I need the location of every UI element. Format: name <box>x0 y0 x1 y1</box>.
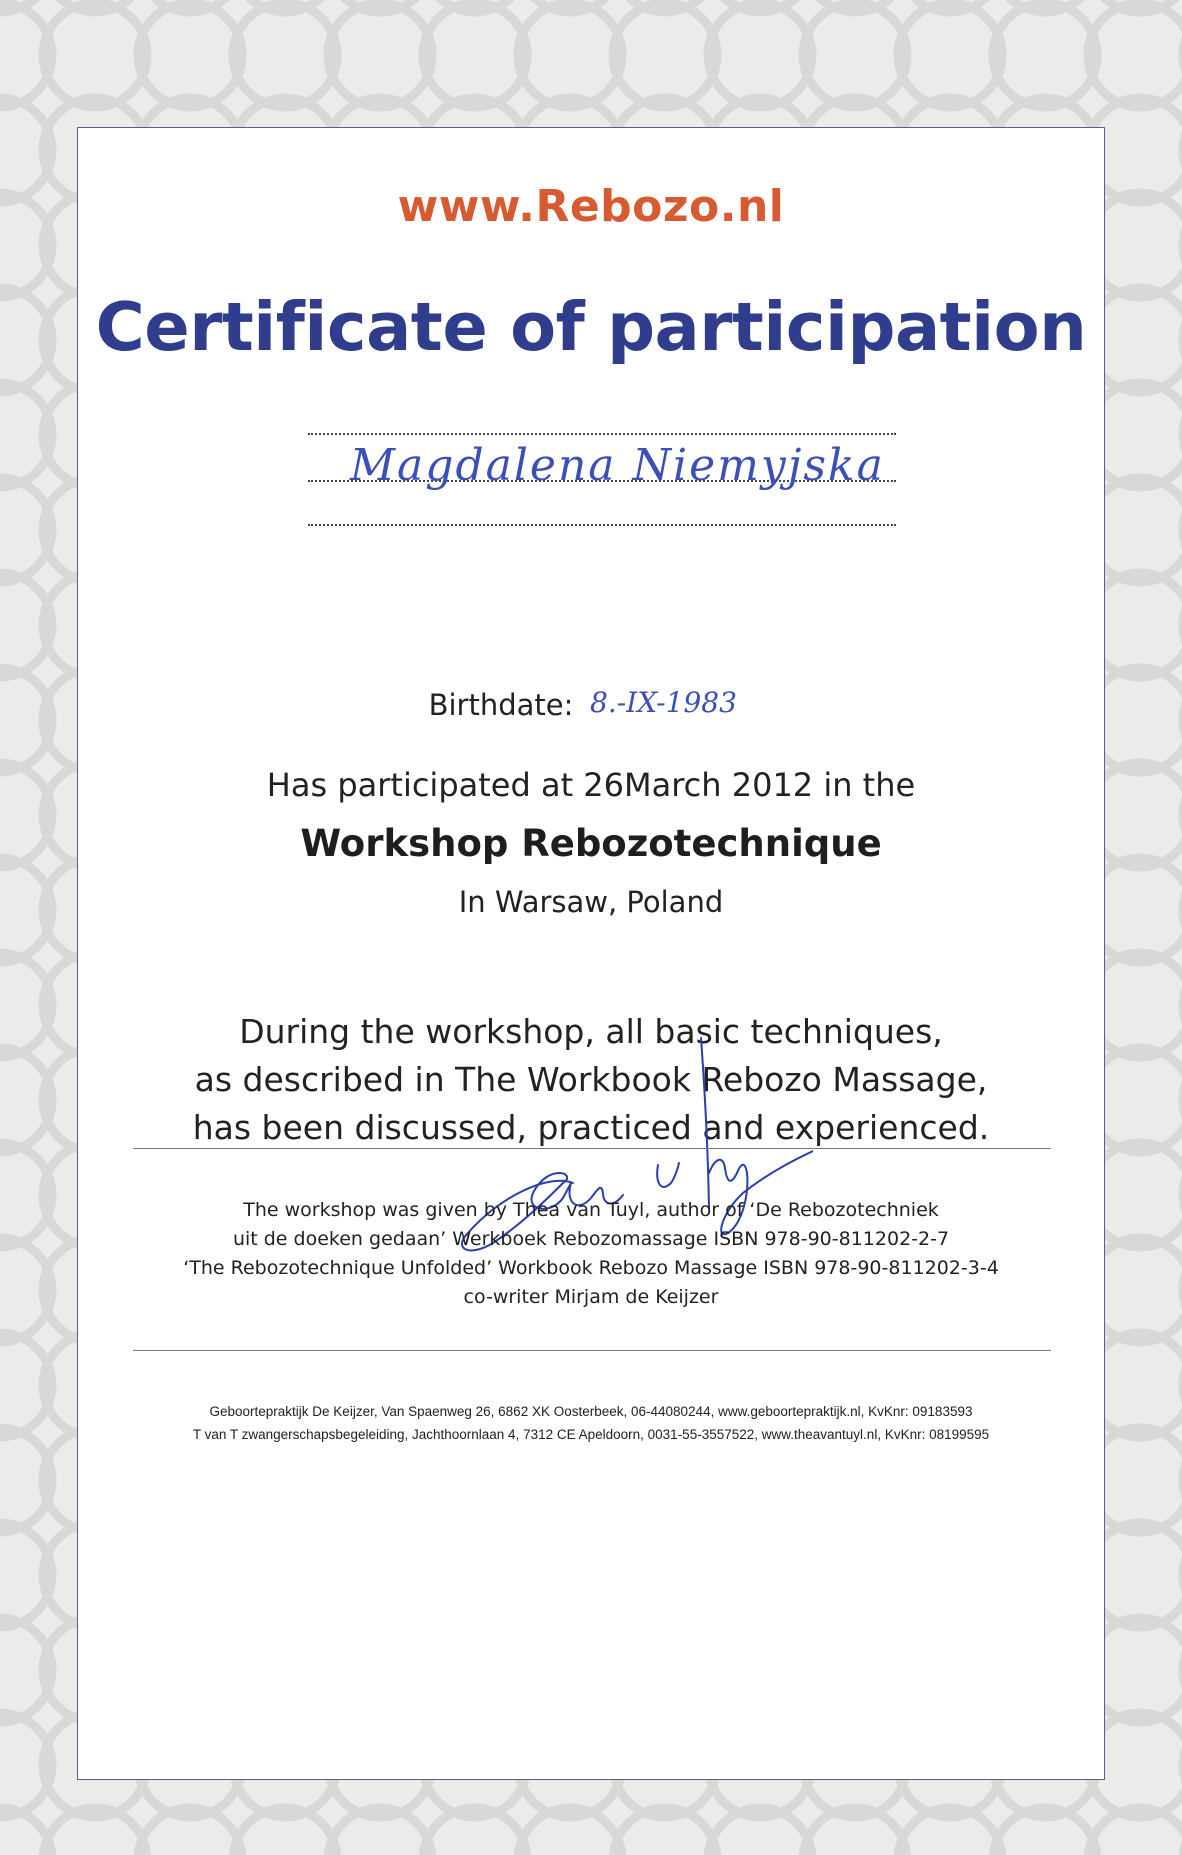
participant-name-handwritten: Magdalena Niemyjska <box>350 440 885 491</box>
participation-text: Has participated at 26March 2012 in the <box>266 766 916 804</box>
pattern-circle <box>1088 3 1182 107</box>
workshop-author-info <box>78 1196 1104 1312</box>
certificate-title: Certificate of participation <box>95 288 1087 366</box>
footer-divider-bottom <box>133 1350 1051 1351</box>
certificate-sheet <box>77 127 1105 1780</box>
description-line: as described in The Workbook Rebozo Massage, <box>194 1060 988 1099</box>
description-line: has been discussed, practiced and experienced. <box>192 1108 990 1147</box>
pattern-circle <box>233 3 337 107</box>
pattern-circle <box>43 3 147 107</box>
pattern-circle <box>423 3 527 107</box>
footer-line: ‘The Rebozotechnique Unfolded’ Workbook Rebozo Massage ISBN 978-90-811202-3-4 <box>183 1257 999 1279</box>
workshop-name: Workshop Rebozotechnique <box>300 822 882 865</box>
name-dotted-line-3 <box>308 524 896 526</box>
footer-divider-top <box>133 1148 1051 1149</box>
address-line: Geboortepraktijk De Keijzer, Van Spaenweg 26, 6862 XK Oosterbeek, 06-44080244, www.geboortepraktijk.nl, KvKnr: 09183593 <box>209 1404 973 1419</box>
workshop-location: In Warsaw, Poland <box>458 885 724 919</box>
description-line: During the workshop, all basic techniques, <box>239 1012 943 1051</box>
birthdate-value-handwritten: 8.-IX-1983 <box>590 686 737 719</box>
pattern-circle <box>613 3 717 107</box>
pattern-circle <box>803 3 907 107</box>
website-heading: www.Rebozo.nl <box>397 181 785 232</box>
footer-line: The workshop was given by Thea van Tuyl, author of ‘De Rebozotechniek <box>243 1199 939 1221</box>
pattern-circle <box>898 3 1002 107</box>
footer-line: co-writer Mirjam de Keijzer <box>463 1286 719 1308</box>
footer-line: uit de doeken gedaan’ Werkboek Rebozomassage ISBN 978-90-811202-2-7 <box>232 1228 950 1250</box>
pattern-circle <box>993 3 1097 107</box>
pattern-circle <box>138 3 242 107</box>
address-block <box>78 1400 1104 1446</box>
pattern-circle <box>328 3 432 107</box>
address-line: T van T zwangerschapsbegeleiding, Jachthoornlaan 4, 7312 CE Apeldoorn, 0031-55-3557522, www.theavantuyl.nl, KvKnr: 08199595 <box>192 1427 990 1442</box>
pattern-circle <box>518 3 622 107</box>
name-dotted-line-1 <box>308 433 896 435</box>
pattern-circle <box>708 3 812 107</box>
birthdate-label: Birthdate: <box>428 688 574 722</box>
